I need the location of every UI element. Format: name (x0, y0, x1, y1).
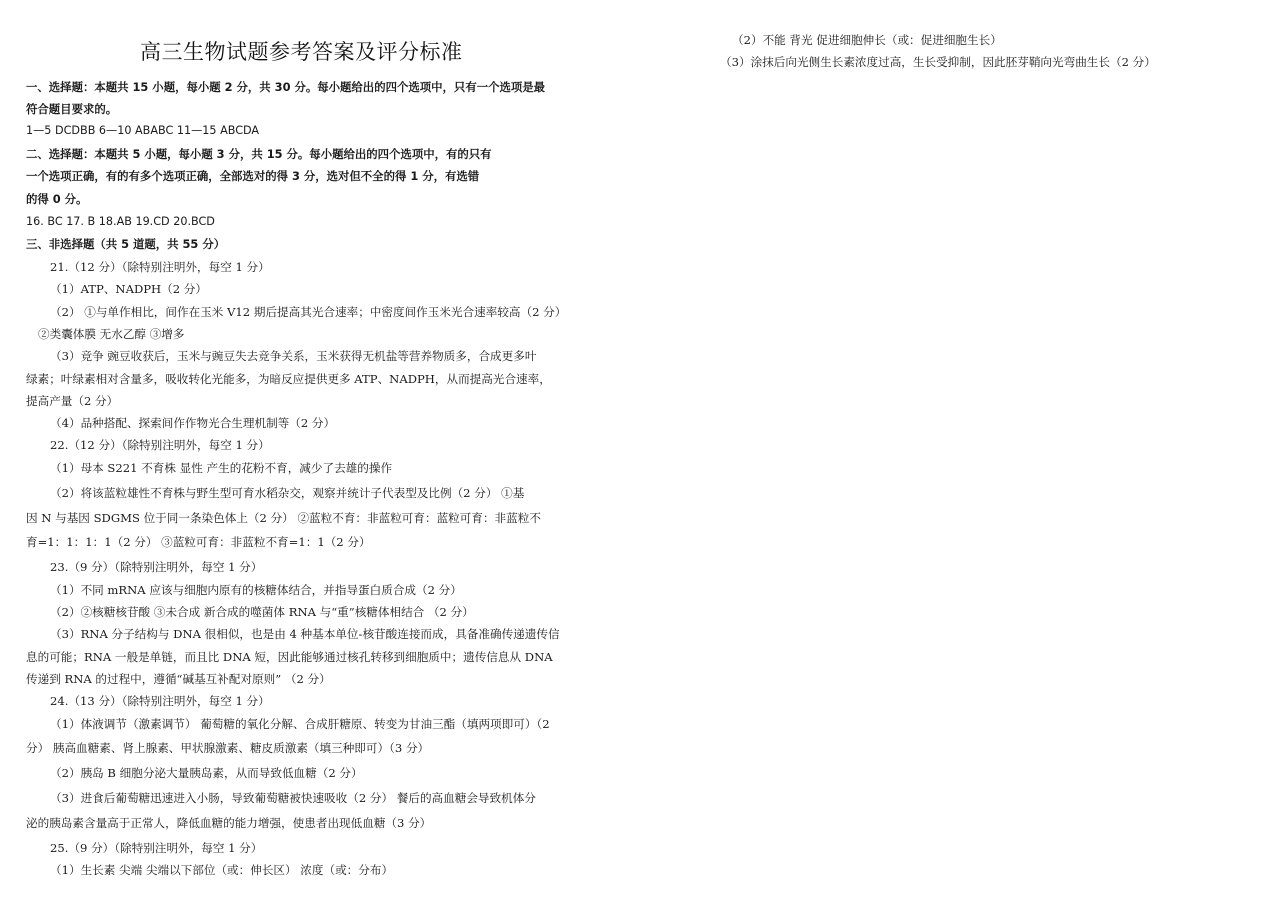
section2-line3: 的得 0 分。 (26, 192, 88, 206)
q21-part4: （4）品种搭配、探索间作作物光合生理机制等（2 分） (50, 416, 336, 430)
q22-part1: （1）母本 S221 不育株 显性 产生的花粉不育，减少了去雄的操作 (50, 461, 393, 475)
q22-part2-cont1: 因 N 与基因 SDGMS 位于同一条染色体上（2 分） ②蓝粒不育：非蓝粒可育：蓝粒可育：非蓝粒不 (26, 511, 541, 525)
q24-heading: 24.（13 分）（除特别注明外，每空 1 分） (50, 694, 270, 708)
q23-heading: 23.（9 分）（除特别注明外，每空 1 分） (50, 560, 263, 574)
q22-heading: 22.（12 分）（除特别注明外，每空 1 分） (50, 438, 270, 452)
q23-part3: （3）RNA 分子结构与 DNA 很相似，也是由 4 种基本单位-核苷酸连接而成，具备准确传递遗传信 (50, 627, 560, 641)
q25-part1: （1）生长素 尖端 尖端以下部位（或：伸长区） 浓度（或：分布） (50, 863, 394, 877)
q21-part3-cont1: 绿素；叶绿素相对含量多，吸收转化光能多，为暗反应提供更多 ATP、NADPH，从而提高光合速率， (26, 372, 551, 386)
page-title: 高三生物试题参考答案及评分标准 (140, 40, 463, 64)
q24-part3-cont: 泌的胰岛素含量高于正常人，降低血糖的能力增强，使患者出现低血糖（3 分） (26, 816, 432, 830)
q23-part3-cont1: 息的可能；RNA 一般是单链，而且比 DNA 短，因此能够通过核孔转移到细胞质中；遗传信息从 DNA (26, 650, 553, 664)
q21-part2: （2） ①与单作相比，间作在玉米 V12 期后提高其光合速率；中密度间作玉米光合速率较高（2 分） (50, 305, 567, 319)
q21-part3-cont2: 提高产量（2 分） (26, 394, 119, 408)
section2-line1: 二、选择题：本题共 5 小题，每小题 3 分，共 15 分。每小题给出的四个选项中，有的只有 (26, 147, 492, 161)
section3-heading: 三、非选择题（共 5 道题，共 55 分） (26, 237, 226, 251)
q23-part1: （1）不同 mRNA 应该与细胞内原有的核糖体结合，并指导蛋白质合成（2 分） (50, 583, 462, 597)
q22-part2-cont2: 育=1：1：1：1（2 分） ③蓝粒可育：非蓝粒不育=1：1（2 分） (26, 535, 371, 549)
q21-part1: （1）ATP、NADPH（2 分） (50, 282, 207, 296)
section1-line1: 一、选择题：本题共 15 小题，每小题 2 分，共 30 分。每小题给出的四个选项中，只有一个选项是最 (26, 80, 546, 94)
q23-part3-cont2: 传递到 RNA 的过程中，遵循“碱基互补配对原则” （2 分） (26, 672, 331, 686)
q21-part3: （3）竞争 豌豆收获后，玉米与豌豆失去竞争关系，玉米获得无机盐等营养物质多，合成更多叶 (50, 349, 537, 363)
q25-heading: 25.（9 分）（除特别注明外，每空 1 分） (50, 841, 263, 855)
q21-heading: 21.（12 分）（除特别注明外，每空 1 分） (50, 260, 270, 274)
section2-line2: 一个选项正确，有的有多个选项正确，全部选对的得 3 分，选对但不全的得 1 分，有选错 (26, 169, 480, 183)
q25-part2: （2）不能 背光 促进细胞伸长（或：促进细胞生长） (732, 33, 1002, 47)
q24-part1-cont: 分） 胰高血糖素、肾上腺素、甲状腺激素、糖皮质激素（填三种即可）（3 分） (26, 741, 430, 755)
section1-answers: 1—5 DCDBB 6—10 ABABC 11—15 ABCDA (26, 124, 260, 137)
section1-line2: 符合题目要求的。 (26, 102, 118, 116)
q23-part2: （2）②核糖核苷酸 ③未合成 新合成的噬菌体 RNA 与“重”核糖体相结合 （2 分） (50, 605, 474, 619)
q24-part1: （1）体液调节（激素调节） 葡萄糖的氧化分解、合成肝糖原、转变为甘油三酯（填两项即可）（2 (50, 717, 550, 731)
q21-part2-cont: ②类囊体膜 无水乙醇 ③增多 (38, 327, 185, 341)
q22-part2: （2）将该蓝粒雄性不育株与野生型可育水稻杂交，观察并统计子代表型及比例（2 分） ①基 (50, 486, 525, 500)
q24-part2: （2）胰岛 B 细胞分泌大量胰岛素，从而导致低血糖（2 分） (50, 766, 363, 780)
q25-part3: （3）涂抹后向光侧生长素浓度过高，生长受抑制，因此胚芽鞘向光弯曲生长（2 分） (720, 55, 1156, 69)
q24-part3: （3）进食后葡萄糖迅速进入小肠，导致葡萄糖被快速吸收（2 分） 餐后的高血糖会导致机体分 (50, 791, 536, 805)
section2-answers: 16. BC 17. B 18.AB 19.CD 20.BCD (26, 215, 215, 228)
